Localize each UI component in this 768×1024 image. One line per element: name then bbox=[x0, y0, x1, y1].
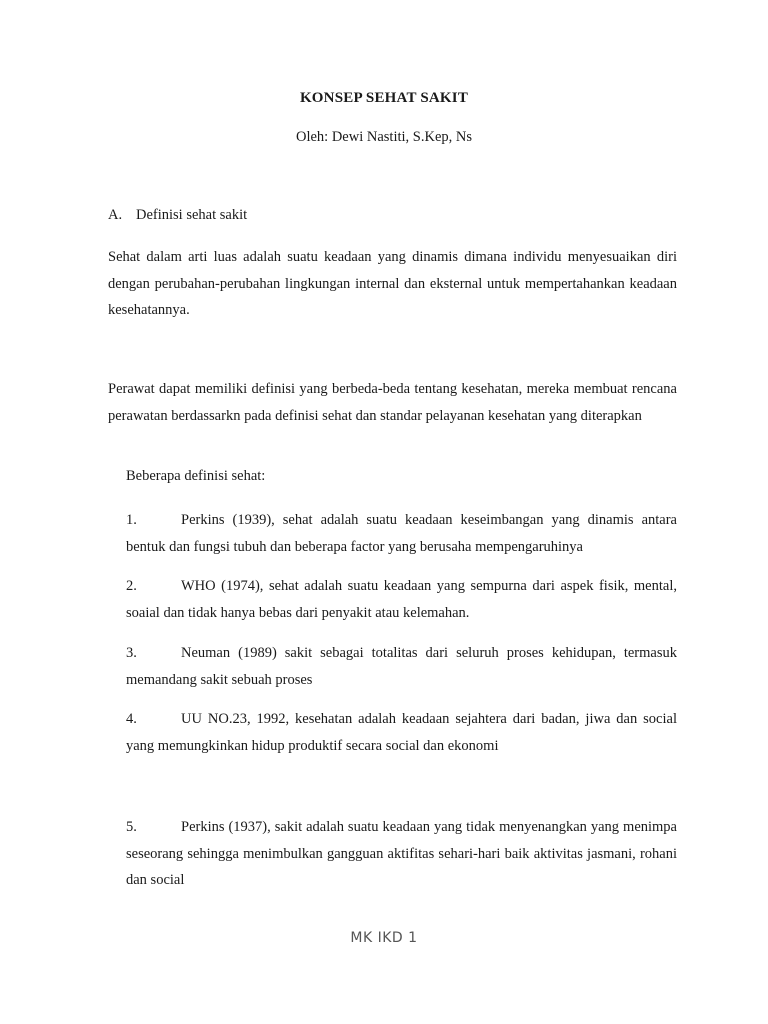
section-heading bbox=[108, 207, 247, 224]
document-author: Oleh: Dewi Nastiti, S.Kep, Ns bbox=[296, 129, 472, 145]
list-item bbox=[126, 640, 677, 693]
document-title: KONSEP SEHAT SAKIT bbox=[299, 90, 469, 106]
section-heading-text: Definisi sehat sakit bbox=[136, 207, 248, 223]
list-item-number: 3. bbox=[126, 645, 137, 661]
list-item-text: Perkins (1939), sehat adalah suatu keadaan keseimbangan yang dinamis antara bentuk dan fungsi tubuh dan beberapa factor yang berusaha mempengaruhinya bbox=[126, 512, 677, 555]
list-item bbox=[126, 573, 677, 626]
list-item-number: 1. bbox=[126, 512, 137, 528]
list-intro: Beberapa definisi sehat: bbox=[126, 468, 266, 484]
paragraph-definition: Sehat dalam arti luas adalah suatu keadaan yang dinamis dimana individu menyesuaikan diri dengan perubahan-perubahan lingkungan internal dan eksternal untuk mempertahankan keadaan kesehatannya. bbox=[108, 249, 677, 318]
list-item bbox=[126, 507, 677, 560]
list-item-number: 4. bbox=[126, 711, 137, 727]
list-item-text: Perkins (1937), sakit adalah suatu keadaan yang tidak menyenangkan yang menimpa seseorang sehingga menimbulkan gangguan aktifitas sehari-hari baik aktivitas jasmani, rohani dan social bbox=[126, 819, 677, 888]
list-item bbox=[126, 706, 677, 759]
page-footer: MK IKD 1 bbox=[350, 930, 418, 946]
list-item bbox=[126, 814, 677, 894]
paragraph-nurse: Perawat dapat memiliki definisi yang berbeda-beda tentang kesehatan, mereka membuat rencana perawatan berdassarkn pada definisi sehat dan standar pelayanan kesehatan yang diterapkan bbox=[108, 381, 677, 424]
list-item-number: 5. bbox=[126, 819, 137, 835]
list-item-text: UU NO.23, 1992, kesehatan adalah keadaan sejahtera dari badan, jiwa dan social yang memungkinkan hidup produktif secara social dan ekonomi bbox=[126, 711, 677, 754]
section-letter: A. bbox=[108, 207, 123, 223]
list-item-number: 2. bbox=[126, 578, 137, 594]
list-item-text: Neuman (1989) sakit sebagai totalitas dari seluruh proses kehidupan, termasuk memandang sakit sebuah proses bbox=[126, 645, 677, 688]
list-item-text: WHO (1974), sehat adalah suatu keadaan yang sempurna dari aspek fisik, mental, soaial dan tidak hanya bebas dari penyakit atau kelemahan. bbox=[126, 578, 677, 621]
